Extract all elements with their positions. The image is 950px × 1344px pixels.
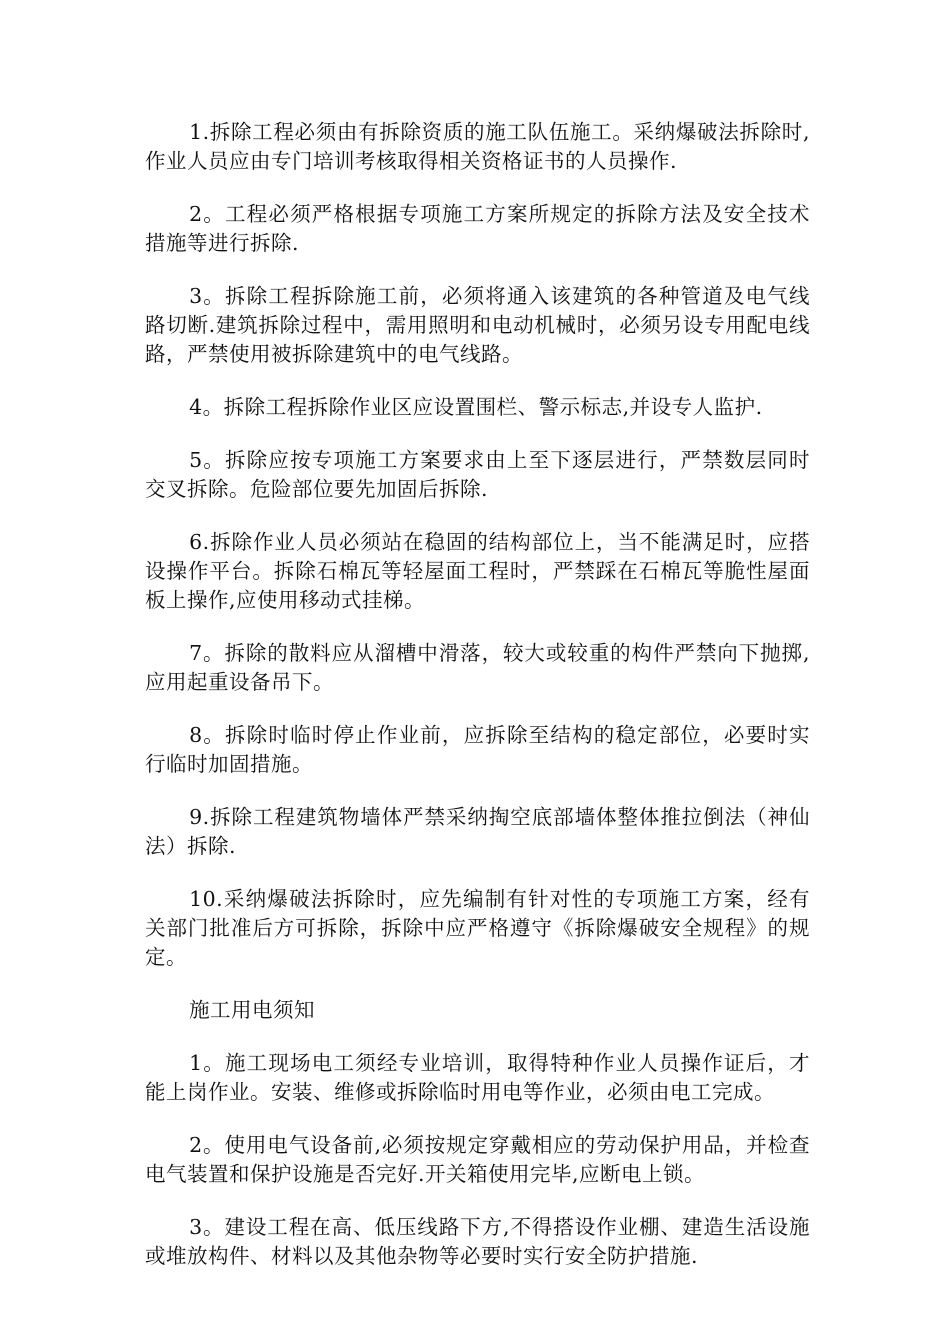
paragraph-electricity-2: 2。使用电气设备前,必须按规定穿戴相应的劳动保护用品，并检查电气装置和保护设施是否完好.开关箱使用完毕,应断电上锁。 bbox=[145, 1133, 810, 1186]
paragraph-demolition-2: 2。工程必须严格根据专项施工方案所规定的拆除方法及安全技术措施等进行拆除. bbox=[145, 202, 810, 255]
paragraph-electricity-1: 1。施工现场电工须经专业培训，取得特种作业人员操作证后，才能上岗作业。安装、维修或拆除临时用电等作业，必须由电工完成。 bbox=[145, 1051, 810, 1104]
paragraph-demolition-1: 1.拆除工程必须由有拆除资质的施工队伍施工。采纳爆破法拆除时,作业人员应由专门培训考核取得相关资格证书的人员操作. bbox=[145, 120, 810, 173]
document-body bbox=[145, 118, 810, 1295]
paragraph-demolition-5: 5。拆除应按专项施工方案要求由上至下逐层进行，严禁数层同时交叉拆除。危险部位要先加固后拆除. bbox=[145, 448, 810, 501]
paragraph-electricity-3: 3。建设工程在高、低压线路下方,不得搭设作业棚、建造生活设施或堆放构件、材料以及其他杂物等必要时实行安全防护措施. bbox=[145, 1215, 810, 1268]
paragraph-demolition-3: 3。拆除工程拆除施工前，必须将通入该建筑的各种管道及电气线路切断.建筑拆除过程中，需用照明和电动机械时，必须另设专用配电线路，严禁使用被拆除建筑中的电气线路。 bbox=[145, 284, 810, 366]
paragraph-demolition-10: 10.采纳爆破法拆除时，应先编制有针对性的专项施工方案，经有关部门批准后方可拆除，拆除中应严格遵守《拆除爆破安全规程》的规定。 bbox=[145, 887, 810, 969]
section-heading-electricity: 施工用电须知 bbox=[189, 998, 316, 1022]
paragraph-demolition-8: 8。拆除时临时停止作业前，应拆除至结构的稳定部位，必要时实行临时加固措施。 bbox=[145, 723, 810, 776]
paragraph-demolition-9: 9.拆除工程建筑物墙体严禁采纳掏空底部墙体整体推拉倒法（神仙法）拆除. bbox=[145, 805, 810, 858]
paragraph-demolition-7: 7。拆除的散料应从溜槽中滑落，较大或较重的构件严禁向下抛掷,应用起重设备吊下。 bbox=[145, 641, 810, 694]
paragraph-demolition-4: 4。拆除工程拆除作业区应设置围栏、警示标志,并设专人监护. bbox=[189, 395, 763, 419]
paragraph-demolition-6: 6.拆除作业人员必须站在稳固的结构部位上，当不能满足时，应搭设操作平台。拆除石棉瓦等轻屋面工程时，严禁踩在石棉瓦等脆性屋面板上操作,应使用移动式挂梯。 bbox=[145, 530, 810, 612]
